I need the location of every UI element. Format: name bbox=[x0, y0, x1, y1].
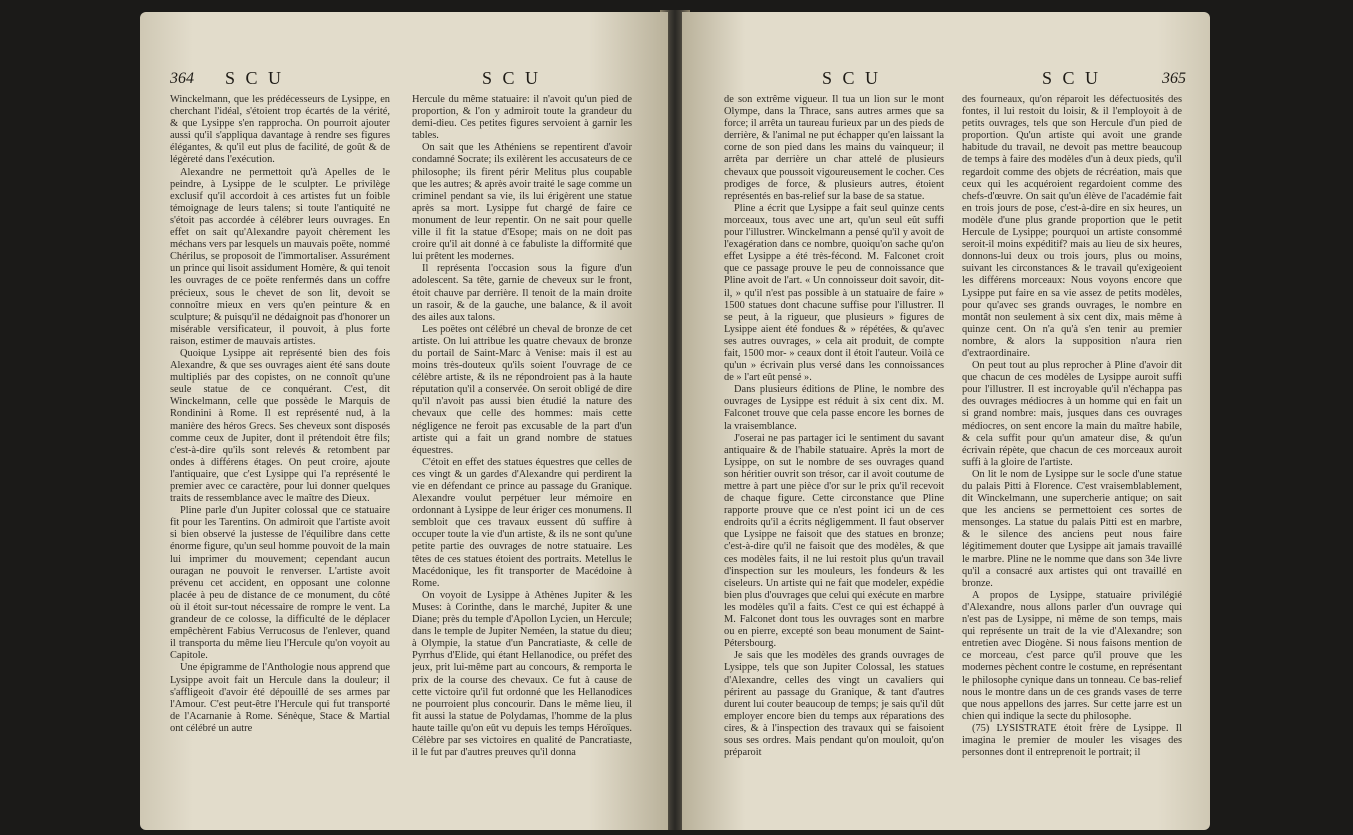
paragraph: J'oserai ne pas partager ici le sentiment du savant antiquaire & de l'habile statuaire. Après la mort de Lysippe, on sut le nombre de ses ouvrages quand son héritier ouvrit son trésor, car il avoit coutume de mettre à part une pièce d'or sur le prix qu'il recevoit de chaque figure. Cette circonstance que Pline rapporte prouve que ce n'est point ici un de ces endroits qu'il a écrits négligemment. Il faut observer que Lysippe ne faisoit que des statues en bronze; c'est-à-dire qu'il ne faisoit que des modèles, & que ces modèles faits, il ne lui restoit plus qu'un travail d'inspection sur les mouleurs, les fondeurs & les ciseleurs. Un artiste qui ne fait que modeler, expédie bien plus d'ouvrages que celui qui exécute en marbre les modèles qu'il a faits. C'est ce qui est échappé à M. Falconet dont tous les ouvrages sont en marbre ou en pierre, excepté son beau monument de Saint-Pétersbourg. bbox=[724, 432, 944, 650]
paragraph: Pline parle d'un Jupiter colossal que ce statuaire fit pour les Tarentins. On admiroit que l'artiste avoit si bien observé la justesse de l'équilibre dans cette énorme figure, qu'un seul homme pouvoit de la main lui imprimer du mouvement; cependant aucun ouragan ne pouvoit le renverser. L'artiste avoit prévenu cet accident, en opposant une colonne placée à peu de distance de ce monument, du côté où il étoit sur-tout nécessaire de rompre le vent. La grandeur de ce colosse, la difficulté de le déplacer empêchèrent Fabius Verrucosus de l'enlever, quand il transporta du même lieu l'Hercule qu'on voyoit au Capitole. bbox=[170, 505, 390, 662]
page-number-right: 365 bbox=[1162, 70, 1186, 87]
paragraph: Dans plusieurs éditions de Pline, le nombre des ouvrages de Lysippe est réduit à six cent dix. M. Falconet trouve que cela passe encore les bornes de la vraisemblance. bbox=[724, 384, 944, 432]
running-head-right-col1: S C U bbox=[822, 68, 882, 88]
page-number-left: 364 bbox=[170, 70, 194, 87]
paragraph: On peut tout au plus reprocher à Pline d'avoir dit que chacun de ces modèles de Lysippe auroit suffi pour l'illustrer. Il est incroyable qu'il n'échappa pas des ouvrages médiocres à un homme qui en fait un si grand nombre: mais, jusques dans ces ouvrages médiocres, on sent encore la main du maître habile, & cela suffit pour qu'un amateur dise, & qu'un écrivain répète, que chacun de ces morceaux auroit suffi à la gloire de l'artiste. bbox=[962, 360, 1182, 468]
paragraph: Alexandre ne permettoit qu'à Apelles de le peindre, à Lysippe de le sculpter. Le privilège exclusif qu'il accordoit à ces artistes fut un foible témoignage de leurs talens; si toute l'antiquité ne s'étoit pas accordée à célébrer leurs ouvrages. En effet on sait qu'Alexandre payoit chèrement les méchans vers par lesquels un mauvais poëte, nommé Chérilus, se proposoit de l'immortaliser. Assurément un prince qui lisoit assidument Homère, & qui tenoit les ouvrages de ce poëte renfermés dans un coffre précieux, sous le chevet de son lit, devoit se connoître mieux en vers qu'en peinture & en sculpture; & puisqu'il ne dédaignoit pas d'honorer un misérable versificateur, il pouvoit, à plus forte raison, estimer de mauvais artistes. bbox=[170, 166, 390, 347]
paragraph: C'étoit en effet des statues équestres que celles de ces vingt & un gardes d'Alexandre qui perdirent la vie en défendant ce prince au passage du Granique. Alexandre voulut perpétuer leur mémoire en ordonnant à Lysippe de leur ériger ces monumens. Il sembloit que ces travaux eussent dû suffire à occuper toute la vie d'un artiste, & ils ne sont qu'une petite partie des ouvrages de notre statuaire. Les têtes de ces statues étoient des portraits. Metellus le Macédonique, les fit transporter de Macédoine à Rome. bbox=[412, 456, 632, 589]
left-page-column-1 bbox=[170, 94, 390, 824]
paragraph: Il représenta l'occasion sous la figure d'un adolescent. Sa tête, garnie de cheveux sur le front, étoit chauve par derrière. Il tenoit de la main droite un rasoir, & de la gauche, une balance, & il avoit des ailes aux talons. bbox=[412, 263, 632, 323]
paragraph: Les poëtes ont célébré un cheval de bronze de cet artiste. On lui attribue les quatre chevaux de bronze du portail de Saint-Marc à Venise: mais il est au moins très-douteux qu'ils soient l'ouvrage de ce célèbre artiste, & ils ne répondroient pas à la haute réputation qu'il a conservée. On seroit obligé de dire qu'il n'avoit pas aussi bien étudié la nature des chevaux que celle des hommes: mais cette négligence ne feroit pas excusable de la part d'un artiste qui a fait un grand nombre de statues équestres. bbox=[412, 323, 632, 456]
paragraph: On sait que les Athéniens se repentirent d'avoir condamné Socrate; ils exilèrent les accusateurs de ce philosophe; ils firent périr Melitus plus coupable que les autres; & après avoir traité le sage comme un criminel pendant sa vie, ils lui érigèrent une statue après sa mort. Lysippe fut chargé de faire ce monument de leur repentir. On ne sait pour quelle ville il fit la statue d'Esope; mais on ne doit pas croire qu'il ait donné à ce fabuliste la difformité que lui prêtent les modernes. bbox=[412, 142, 632, 263]
paragraph: de son extrême vigueur. Il tua un lion sur le mont Olympe, dans la Thrace, sans autres armes que sa force; il arrêta un taureau furieux par un des pieds de derrière, & l'animal ne put échapper qu'en laissant la corne de son pied dans les mains du vainqueur; il arrêta par derrière un char attelé de plusieurs chevaux que poussoit vigoureusement le cocher. Ces prodiges de force, & plusieurs autres, étoient représentés en bas-relief sur la base de sa statue. bbox=[724, 94, 944, 202]
right-page-column-1 bbox=[724, 94, 944, 824]
paragraph: (75) LYSISTRATE étoit frère de Lysippe. Il imagina le premier de mouler les visages des personnes dont il entreprenoit le portrait; il bbox=[962, 722, 1182, 759]
left-page-column-2 bbox=[412, 94, 632, 824]
paragraph: Winckelmann, que les prédécesseurs de Lysippe, en cherchant l'idéal, s'étoient trop écartés de la vérité, & que Lysippe s'en rapprocha. On pourroit ajouter aussi qu'il s'appliqua davantage à rendre ses figures élégantes, & qu'il eut plus de facilité, de goût & de légèreté dans l'exécution. bbox=[170, 94, 390, 166]
paragraph: Pline a écrit que Lysippe a fait seul quinze cents morceaux, tous avec une art, qu'un seul eût suffi pour l'illustrer. Winckelmann a pensé qu'il y avoit de l'exagération dans ce nombre, quoiqu'on sache qu'on effet Lysippe a été très-fécond. M. Falconet croit que ce passage prouve le peu de connoissance que Pline avoit de l'art. « Un connoisseur doit savoir, dit-il, » qu'il n'est pas possible à un statuaire de faire » 1500 statues dont chacune suffise pour l'illustrer. Il se peut, à la rigueur, que plusieurs » figures de Lysippe aient été fondues & » répétées, & qu'avec ses autres ouvrages, » cela ait produit, de compte fait, 1500 mor- » ceaux dont il étoit l'auteur. Voilà ce qu'un » écrivain plus versé dans les connoissances de » l'art eût pensé ». bbox=[724, 202, 944, 384]
paragraph: Hercule du même statuaire: il n'avoit qu'un pied de proportion, & l'on y admiroit toute la grandeur du demi-dieu. Ces petites figures servoient à garnir les tables. bbox=[412, 94, 632, 142]
paragraph: des fourneaux, qu'on réparoit les défectuosités des fontes, il lui restoit du loisir, & il l'employoit à de petits ouvrages, tels que son Hercule d'un pied de proportion. Qu'un artiste qui avoit une grande habitude du travail, ne devoit pas mettre beaucoup de temps à faire des modèles d'un à deux pieds, qu'il regardoit comme des objets de récréation, mais que ceux qui les acquéroient regardoient comme des chefs-d'œuvre. On sait qu'un élève de l'académie fait en trois jours de pose, c'est-à-dire en six heures, un modèle d'une plus grande proportion que le petit Hercule de Lysippe; pourquoi un artiste consommé seroit-il moins expéditif? mais au lieu de six heures, donnons-lui deux ou trois jours, plus ou moins, suivant les circonstances & le travail qu'exigeoient les différens morceaux: Nous voyons encore que Lysippe put faire en sa vie assez de petits modèles, pour qu'avec ses grands ouvrages, le nombre en montât non seulement à six cent dix, mais même à quinze cent. On n'a qu'à s'en tenir au premier nombre, & alors la supposition n'aura rien d'extraordinaire. bbox=[962, 94, 1182, 359]
paragraph: Une épigramme de l'Anthologie nous apprend que Lysippe avoit fait un Hercule dans la douleur; il s'affligeoit d'avoir été dépouillé de ses armes par l'Amour. C'est peut-être l'Hercule qui fut transporté de l'Acarnanie à Rome. Sénèque, Stace & Martial ont célébré un autre bbox=[170, 662, 390, 734]
left-page bbox=[140, 12, 668, 830]
running-head-left-col1: S C U bbox=[225, 68, 285, 88]
paragraph: Je sais que les modèles des grands ouvrages de Lysippe, tels que son Jupiter Colossal, les statues d'Alexandre, celles des vingt un cavaliers qui périrent au passage du Granique, & tant d'autres durent lui couter beaucoup de temps; je sais qu'il dût employer encore bien du temps aux réparations des cires, & à l'inspection des travaux qui se faisoient sous ses ordres. Mais pendant qu'on mouloit, qu'on préparoit bbox=[724, 650, 944, 759]
paragraph: Quoique Lysippe ait représenté bien des fois Alexandre, & que ses ouvrages aient été sans doute multipliés par des copistes, on ne connoît qu'une seule statue de ce conquérant. C'est, dit Winckelmann, celle que possède le Marquis de Rondinini à Rome. Il est représenté nud, à la manière des héros Grecs. Ses cheveux sont disposés comme ceux de Jupiter, dont il prétendoit être fils; c'est-à-dire qu'ils sont relevés & retombent par ondes à différens étages. On peut croire, ajoute l'antiquaire, que c'est Lysippe qui l'a représenté le premier avec ce caractère, pour lui donner quelques traits de ressemblance avec le maître des Dieux. bbox=[170, 347, 390, 505]
paragraph: On voyoit de Lysippe à Athènes Jupiter & les Muses: à Corinthe, dans le marché, Jupiter & une Diane; près du temple d'Apollon Lycien, un Hercule; dans le temple de Jupiter Neméen, la statue du dieu; à Olympie, la statue d'un Pancratiaste, & celle de Pyrrhus d'Elide, qui étant Hellanodice, ou préfet des jeux, prit lui-même part au concours, & remporta le prix de la course des chevaux. Ce fut à cause de cette victoire qu'il fut ordonné que les Hellanodices ne pourroient plus concourir. Dans le même lieu, il fit aussi la statue de Polydamas, l'homme de la plus haute taille qu'on eût vu depuis les temps Héroïques. Célèbre par ses victoires en qualité de Pancratiaste, il le fut par d'autres preuves qu'il donna bbox=[412, 589, 632, 759]
running-head-left-col2: S C U bbox=[482, 68, 542, 88]
paragraph: A propos de Lysippe, statuaire privilégié d'Alexandre, nous allons parler d'un ouvrage qui n'est pas de Lysippe, ni même de son temps, mais qui représente un trait de la vie d'Alexandre; son entretien avec Diogène. Si nous faisons mention de ce morceau, c'est parce qu'il prouve que les modernes pèchent contre le costume, en représentant le philosophe cynique dans un tonneau. Ce bas-relief nous le montre dans un de ces grands vases de terre que nous appellons des jarres. Sur cette jarre est un chien qui indique la secte du philosophe. bbox=[962, 589, 1182, 722]
right-page bbox=[682, 12, 1210, 830]
paragraph: On lit le nom de Lysippe sur le socle d'une statue du palais Pitti à Florence. C'est vraisemblablement, dit Winckelmann, une supercherie antique; on sait que les anciens se permettoient ces sortes de mensonges. La statue du palais Pitti est en marbre, & le silence des anciens peut nous faire légitimement douter que Lysippe ait jamais travaillé le marbre. Pline ne le nomme que dans son 34e livre qu'il a consacré aux artistes qui ont travaillé en bronze. bbox=[962, 468, 1182, 589]
running-head-right-col2: S C U bbox=[1042, 68, 1102, 88]
right-page-column-2 bbox=[962, 94, 1182, 824]
